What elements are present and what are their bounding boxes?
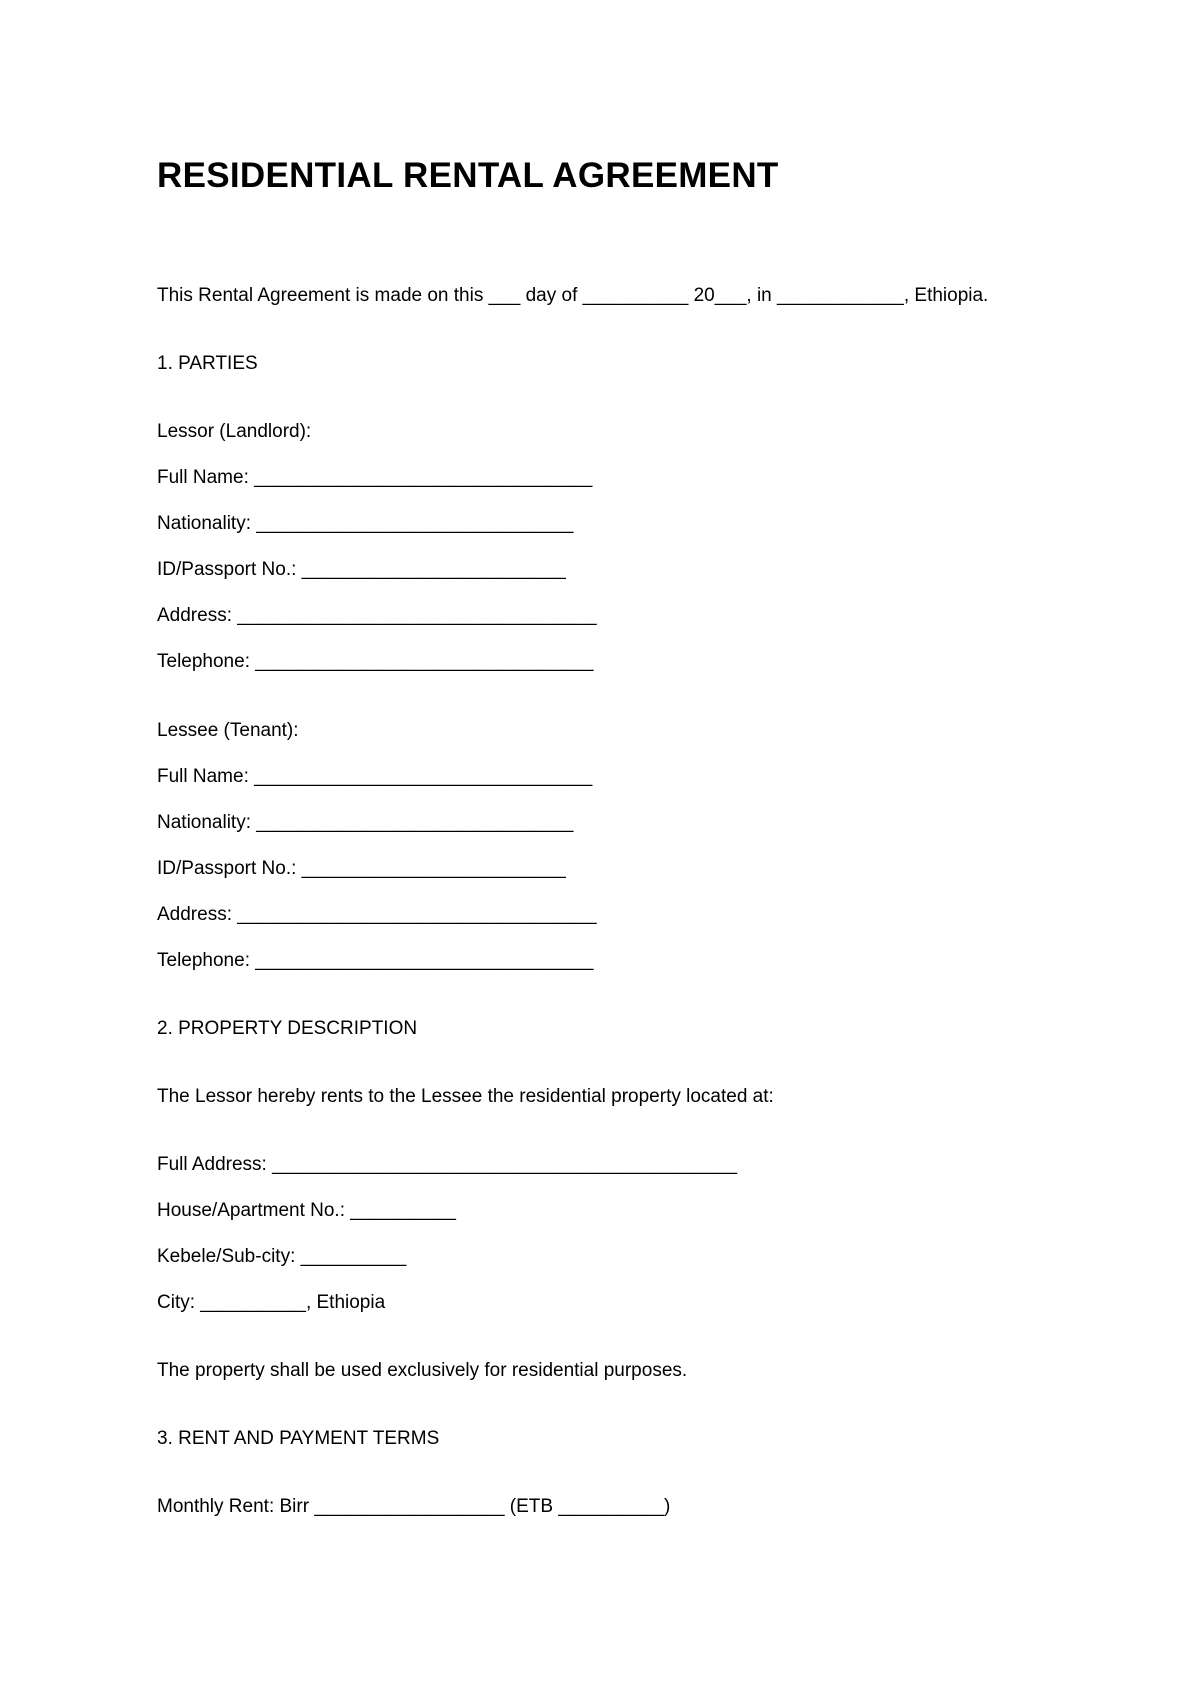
section-heading-parties: 1. PARTIES — [157, 353, 258, 374]
section-heading-property: 2. PROPERTY DESCRIPTION — [157, 1018, 418, 1039]
agreement-intro: This Rental Agreement is made on this ___ day of __________ 20___, in ____________, Ethiopia. — [157, 285, 989, 306]
property-full-address-field: Full Address: ____________________________________________ — [157, 1154, 738, 1175]
lessee-address-field: Address: __________________________________ — [157, 904, 597, 925]
document-title: RESIDENTIAL RENTAL AGREEMENT — [157, 156, 779, 195]
lessor-heading: Lessor (Landlord): — [157, 421, 312, 442]
lessor-full-name-field: Full Name: ________________________________ — [157, 467, 593, 488]
lessor-address-field: Address: __________________________________ — [157, 605, 597, 626]
property-use-statement: The property shall be used exclusively for residential purposes. — [157, 1360, 688, 1381]
monthly-rent-field: Monthly Rent: Birr __________________ (ETB __________) — [157, 1496, 671, 1517]
lessee-full-name-field: Full Name: ________________________________ — [157, 766, 593, 787]
lessee-heading: Lessee (Tenant): — [157, 720, 299, 741]
lessee-id-passport-field: ID/Passport No.: _________________________ — [157, 858, 566, 879]
lessee-telephone-field: Telephone: ________________________________ — [157, 950, 594, 971]
section-heading-rent: 3. RENT AND PAYMENT TERMS — [157, 1428, 440, 1449]
lessee-nationality-field: Nationality: ______________________________ — [157, 812, 574, 833]
property-kebele-field: Kebele/Sub-city: __________ — [157, 1246, 407, 1267]
lessor-nationality-field: Nationality: ______________________________ — [157, 513, 574, 534]
property-house-no-field: House/Apartment No.: __________ — [157, 1200, 456, 1221]
property-intro: The Lessor hereby rents to the Lessee the residential property located at: — [157, 1086, 774, 1107]
lessor-telephone-field: Telephone: ________________________________ — [157, 651, 594, 672]
property-city-field: City: __________, Ethiopia — [157, 1292, 386, 1313]
lessor-id-passport-field: ID/Passport No.: _________________________ — [157, 559, 566, 580]
